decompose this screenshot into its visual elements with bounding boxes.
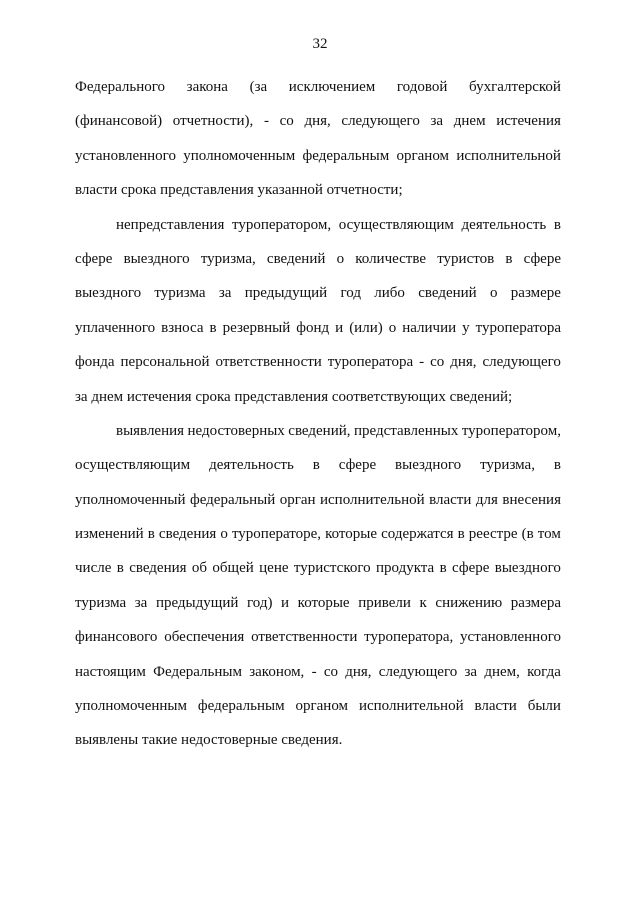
word: уплаченного xyxy=(75,319,156,336)
word: год) xyxy=(246,594,273,611)
word: туризма, xyxy=(480,457,535,474)
text-line xyxy=(75,311,561,345)
text-line: выявлены такие недостоверные сведения. xyxy=(75,732,343,749)
text-line xyxy=(75,242,561,276)
word: о xyxy=(220,526,228,543)
word: уполномоченный xyxy=(75,491,186,508)
text-line xyxy=(75,139,561,173)
word: орган xyxy=(279,491,316,508)
word: выездного xyxy=(123,250,190,267)
word: - xyxy=(419,354,425,371)
word: снижению xyxy=(435,594,503,611)
text-line xyxy=(75,414,561,448)
word: туроператора xyxy=(475,319,561,336)
word: сведений xyxy=(418,285,477,302)
word: ответственности xyxy=(251,629,358,646)
word: для xyxy=(475,491,498,508)
word: представленных xyxy=(354,422,459,439)
text-line xyxy=(75,620,561,654)
word: цене xyxy=(259,560,289,577)
text-line xyxy=(75,517,561,551)
text-line xyxy=(75,208,561,242)
word: наличии xyxy=(402,319,457,336)
text-line xyxy=(75,551,561,585)
word: (или) xyxy=(349,319,383,336)
word: дня, xyxy=(304,113,331,130)
word: предыдущий xyxy=(244,285,328,302)
word: реестре xyxy=(468,526,518,543)
text-line: за днем истечения срока представления соответствующих сведений; xyxy=(75,388,513,405)
word: органом xyxy=(295,698,349,715)
word: истечения xyxy=(496,113,561,130)
word: персональной xyxy=(120,354,210,371)
word: туроператоре, xyxy=(231,526,322,543)
word: туризма xyxy=(154,285,206,302)
word: Федерального xyxy=(75,79,166,95)
word: деятельность xyxy=(461,216,547,233)
text-line xyxy=(75,104,561,138)
word: за xyxy=(464,663,478,680)
word: федеральным xyxy=(302,147,390,164)
text-line xyxy=(75,448,561,482)
word: выездного xyxy=(494,560,561,577)
word: в xyxy=(505,250,513,267)
word: которые xyxy=(325,526,378,543)
word: власти xyxy=(429,491,472,508)
word: непредставления xyxy=(116,216,225,233)
word: сфере xyxy=(523,250,561,267)
word: были xyxy=(527,698,561,715)
word: в xyxy=(553,457,561,474)
word: сфере xyxy=(75,250,113,267)
word: настоящим xyxy=(75,663,146,680)
word: продукта xyxy=(375,560,435,577)
text-line: власти срока представления указанной отчетности; xyxy=(75,182,403,199)
word: в xyxy=(457,526,465,543)
word: закона xyxy=(186,79,228,95)
word: уполномоченным xyxy=(75,698,187,715)
word: туроператора xyxy=(327,354,414,371)
word: Федеральным xyxy=(153,663,242,680)
word: взноса xyxy=(161,319,204,336)
word: за xyxy=(430,113,444,130)
word: деятельность xyxy=(209,457,294,474)
word: сфере xyxy=(452,560,490,577)
page-number: 32 xyxy=(312,36,328,52)
word: недостоверных xyxy=(187,422,285,439)
word: общей xyxy=(212,560,254,577)
word: исполнительной xyxy=(320,491,425,508)
word: туроператором, xyxy=(461,422,561,439)
word: установленного xyxy=(75,147,176,164)
word: в xyxy=(209,319,217,336)
word: днем xyxy=(453,113,486,130)
word: за xyxy=(134,594,148,611)
word: исполнительной xyxy=(358,698,464,715)
word: дня, xyxy=(345,663,372,680)
word: о xyxy=(489,285,498,302)
word: (за xyxy=(249,79,268,95)
word: законом, xyxy=(249,663,305,680)
document-body xyxy=(75,70,561,758)
word: сфере xyxy=(338,457,377,474)
text-line xyxy=(75,689,561,723)
word: федеральным xyxy=(197,698,285,715)
word: (финансовой) xyxy=(75,113,163,130)
word: содержатся xyxy=(381,526,454,543)
word: в xyxy=(147,526,155,543)
word: сведения xyxy=(129,560,187,577)
word: туроператором, xyxy=(231,216,332,233)
word: финансового xyxy=(75,629,158,646)
word: о xyxy=(336,250,345,267)
word: - xyxy=(311,663,317,680)
word: ответственности xyxy=(215,354,322,371)
word: том xyxy=(537,526,561,543)
word: в xyxy=(312,457,320,474)
text-line xyxy=(75,276,561,310)
word: в xyxy=(439,560,447,577)
word: у xyxy=(462,319,470,336)
word: числе xyxy=(75,560,112,577)
word: когда xyxy=(527,663,561,680)
word: изменений xyxy=(75,526,144,543)
word: выявления xyxy=(116,422,185,439)
word: со xyxy=(323,663,338,680)
paragraph xyxy=(75,70,561,208)
text-line xyxy=(75,483,561,517)
word: со xyxy=(279,113,294,130)
word: осуществляющим xyxy=(338,216,454,233)
word: федеральный xyxy=(190,491,276,508)
word: отчетности), xyxy=(172,113,254,130)
word: исполнительной xyxy=(456,147,561,164)
word: в xyxy=(553,216,561,233)
word: привели xyxy=(358,594,411,611)
word: следующего xyxy=(378,663,458,680)
word: размере xyxy=(510,285,561,302)
word: обеспечения xyxy=(164,629,245,646)
word: туристского xyxy=(293,560,371,577)
text-line xyxy=(75,70,561,104)
word: власти xyxy=(474,698,517,715)
word: и xyxy=(281,594,290,611)
word: к xyxy=(419,594,427,611)
word: за xyxy=(218,285,232,302)
word: которые xyxy=(297,594,350,611)
word: об xyxy=(191,560,208,577)
word: следующего xyxy=(482,354,561,371)
word: дня, xyxy=(450,354,477,371)
word: сведений, xyxy=(288,422,351,439)
word: исключением xyxy=(288,79,376,95)
word: фонда xyxy=(75,354,115,371)
word: бухгалтерской xyxy=(469,79,561,95)
word: туризма, xyxy=(200,250,256,267)
word: и xyxy=(335,319,344,336)
word: сведений xyxy=(266,250,326,267)
text-line xyxy=(75,655,561,689)
word: год xyxy=(340,285,361,302)
word: либо xyxy=(374,285,405,302)
word: (в xyxy=(521,526,534,543)
word: количестве xyxy=(355,250,427,267)
word: уполномоченным xyxy=(183,147,296,164)
word: туроператора, xyxy=(364,629,454,646)
word: годовой xyxy=(396,79,448,95)
word: - xyxy=(263,113,269,130)
word: в xyxy=(116,560,124,577)
word: резервный xyxy=(222,319,291,336)
paragraph xyxy=(75,208,561,414)
word: фонд xyxy=(296,319,330,336)
word: днем, xyxy=(484,663,520,680)
word: установленного xyxy=(460,629,561,646)
word: сведения xyxy=(158,526,217,543)
word: размера xyxy=(510,594,561,611)
text-line xyxy=(75,586,561,620)
word: туризма xyxy=(75,594,127,611)
word: со xyxy=(430,354,445,371)
word: следующего xyxy=(341,113,420,130)
word: осуществляющим xyxy=(75,457,191,474)
word: о xyxy=(388,319,397,336)
word: органом xyxy=(396,147,450,164)
word: туристов xyxy=(437,250,495,267)
paragraph xyxy=(75,414,561,758)
word: выездного xyxy=(75,285,142,302)
word: предыдущий xyxy=(155,594,239,611)
text-line xyxy=(75,345,561,379)
word: выездного xyxy=(395,457,462,474)
word: внесения xyxy=(502,491,561,508)
